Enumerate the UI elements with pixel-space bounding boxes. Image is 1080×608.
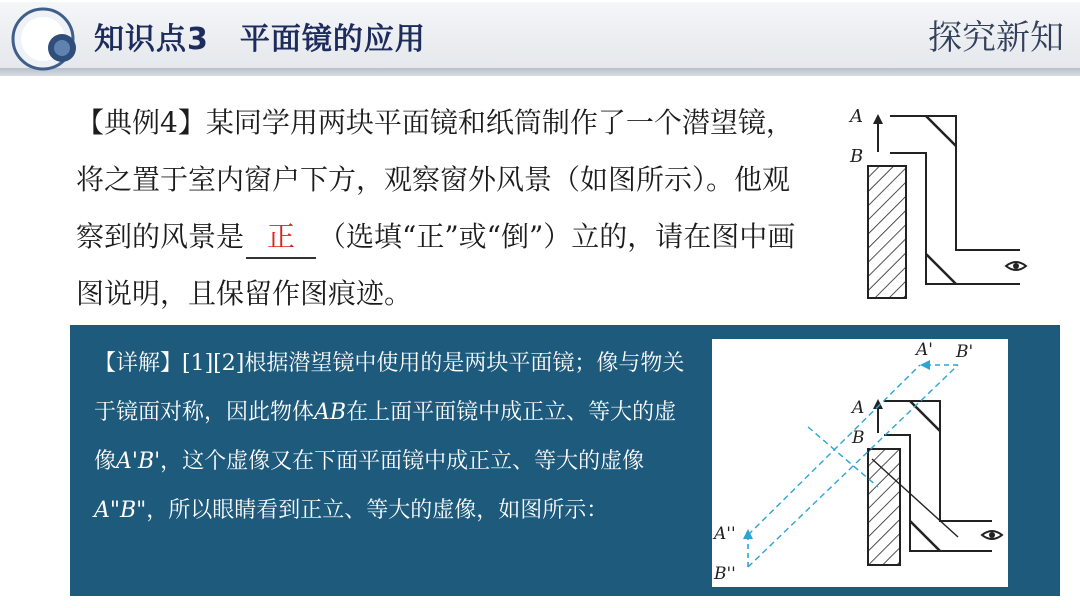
arrow-head bbox=[873, 114, 883, 124]
object-ab: AB bbox=[314, 400, 347, 425]
wall-rect bbox=[868, 449, 900, 565]
label-a: A bbox=[850, 106, 863, 127]
explanation-text bbox=[94, 339, 694, 535]
periscope-tube-outer bbox=[890, 116, 1020, 250]
lower-mirror bbox=[926, 254, 956, 284]
upper-mirror bbox=[910, 401, 940, 431]
image2-arrow-head bbox=[743, 529, 753, 539]
upper-mirror bbox=[926, 116, 956, 146]
explanation-part2: 在上面平面镜中成正立、等大的虚像 bbox=[94, 400, 677, 474]
example-question bbox=[76, 94, 816, 322]
explanation-part3: ，这个虚像又在下面平面镜中成正立、等大的虚像 bbox=[160, 449, 645, 474]
periscope-figure bbox=[848, 98, 1048, 308]
image-ab2: A"B" bbox=[94, 498, 147, 523]
question-text-part1: 某同学用两块平面镜和纸筒制作了一个潜望镜，将之置于室内窗户下方，观察窗外风景（如图所示）。他观察到的风景是 bbox=[76, 106, 794, 253]
eye-icon bbox=[982, 531, 1002, 539]
arrow-head bbox=[873, 399, 883, 409]
header-underline bbox=[0, 68, 1080, 76]
solution-figure-box bbox=[712, 339, 1008, 587]
lower-mirror bbox=[910, 521, 940, 551]
example-label: 【典例4】 bbox=[76, 106, 206, 139]
header-bar bbox=[0, 0, 1080, 80]
question-text-part2: （选填“正”或“倒”）立的，请在图中画图说明，且保留作图痕迹。 bbox=[76, 220, 796, 310]
label-b: B bbox=[852, 428, 865, 448]
page-title: 知识点3 平面镜的应用 bbox=[94, 22, 426, 57]
section-brand: 探究新知 bbox=[928, 18, 1064, 58]
answer-blank: 正 bbox=[246, 217, 316, 259]
label-a: A bbox=[852, 398, 865, 418]
eye-icon bbox=[1006, 262, 1026, 270]
periscope-solution-figure bbox=[712, 339, 1008, 587]
explanation-panel bbox=[70, 325, 1060, 596]
circle-logo-icon bbox=[10, 6, 76, 72]
image1-arrow-head bbox=[920, 360, 930, 370]
explanation-part1: 【详解】[1][2]根据潜望镜中使用的是两块平面镜；像与物关于镜面对称，因此物体 bbox=[94, 351, 685, 425]
wall-rect bbox=[868, 166, 906, 298]
label-b: B bbox=[850, 146, 864, 167]
label-b-double-prime: B'' bbox=[714, 564, 736, 584]
explanation-part4: ，所以眼睛看到正立、等大的虚像，如图所示： bbox=[146, 498, 609, 523]
label-a-prime: A' bbox=[916, 340, 933, 360]
label-b-prime: B' bbox=[956, 342, 974, 362]
image-ab1: A'B' bbox=[116, 449, 161, 474]
label-a-double-prime: A'' bbox=[714, 524, 736, 544]
